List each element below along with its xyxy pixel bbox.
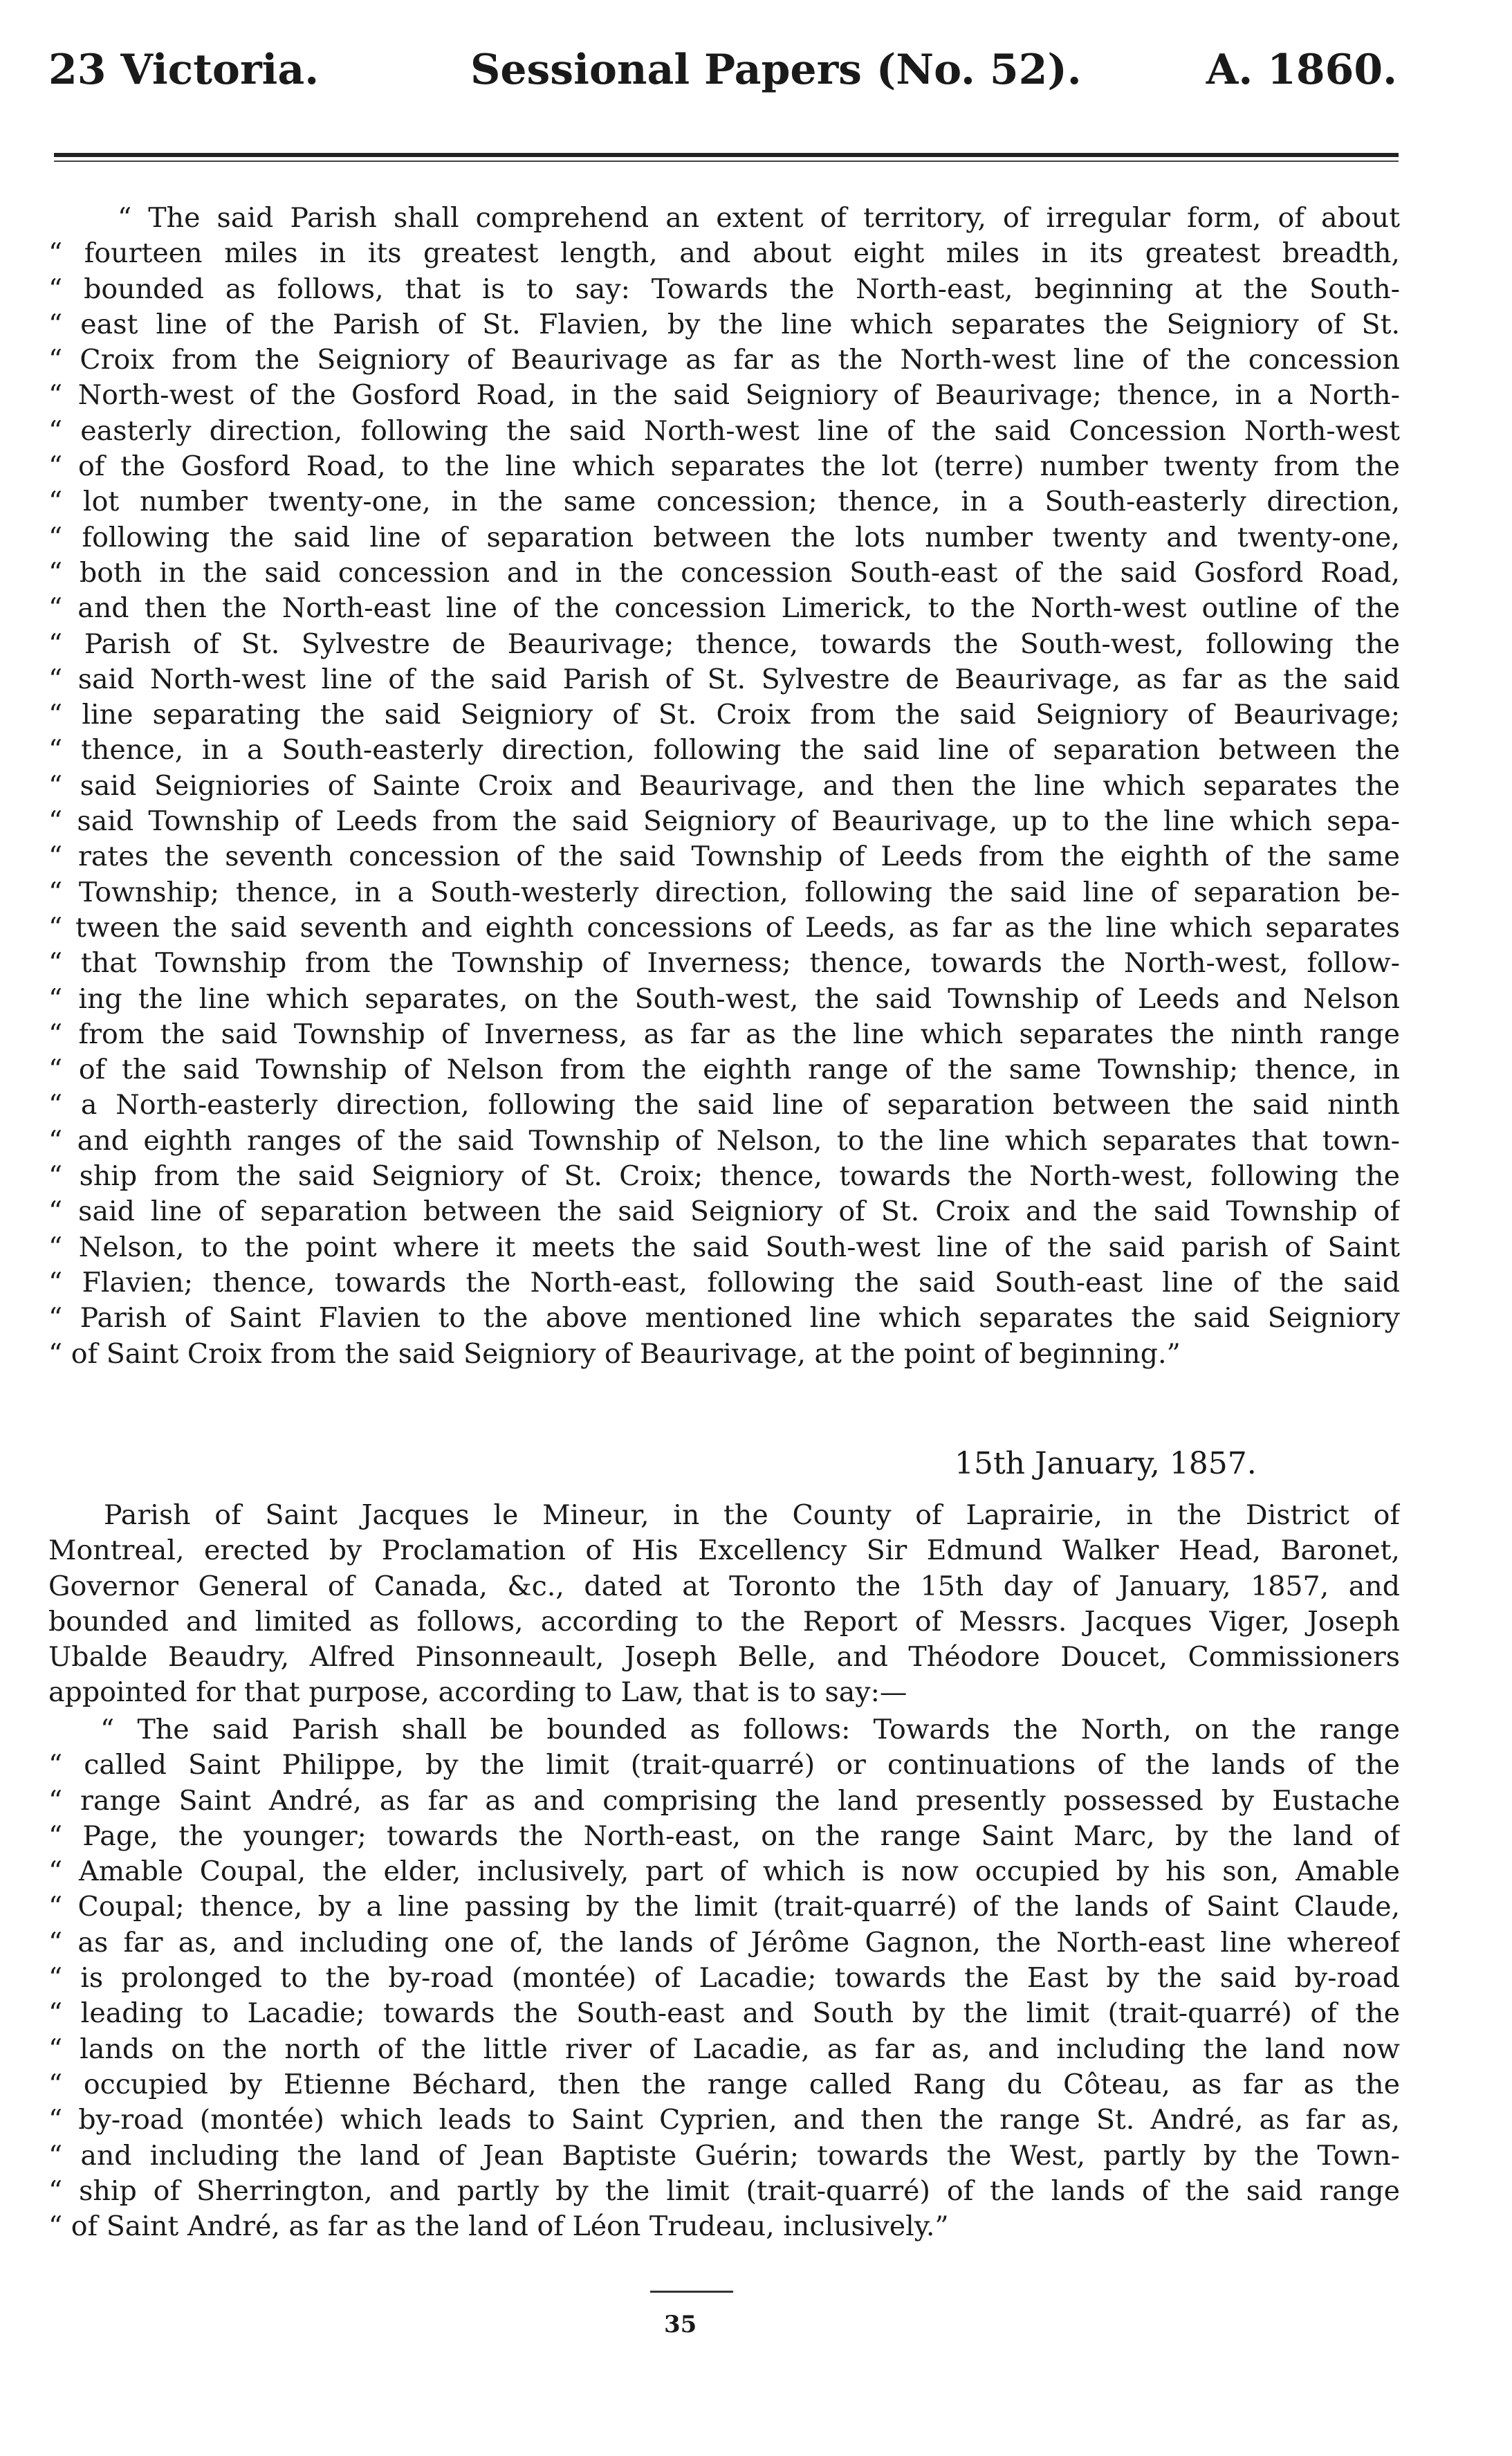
- text-line: “ of Saint André, as far as the land of Léon Trudeau, inclusively.”: [48, 2210, 949, 2243]
- text-line: “ Flavien; thence, towards the North-east, following the said South-east line of the said: [48, 1266, 1400, 1299]
- text-line: “ easterly direction, following the said North-west line of the said Concession North-west: [48, 414, 1400, 447]
- proclamation-date: 15th January, 1857.: [955, 1446, 1257, 1481]
- text-line: “ fourteen miles in its greatest length, and about eight miles in its greatest breadth,: [48, 237, 1400, 270]
- text-line: “ said Seigniories of Sainte Croix and Beaurivage, and then the line which separates the: [48, 769, 1400, 802]
- text-line: “ a North-easterly direction, following the said line of separation between the said ninth: [48, 1089, 1400, 1121]
- text-line: “ leading to Lacadie; towards the South-east and South by the limit (trait-quarré) of the: [48, 1997, 1400, 2030]
- text-line: “ Croix from the Seigniory of Beaurivage as far as the North-west line of the concession: [48, 344, 1400, 376]
- document-title: Sessional Papers (No. 52).: [470, 46, 1082, 94]
- text-line: Ubalde Beaudry, Alfred Pinsonneault, Joseph Belle, and Théodore Doucet, Commissioners: [48, 1641, 1400, 1674]
- text-line: “ line separating the said Seigniory of St. Croix from the said Seigniory of Beaurivage;: [48, 699, 1400, 731]
- text-line: “ and then the North-east line of the concession Limerick, to the North-west outline of the: [48, 592, 1400, 625]
- text-line: “ lands on the north of the little river of Lacadie, as far as, and including the land now: [48, 2033, 1400, 2065]
- text-line: “ thence, in a South-easterly direction, following the said line of separation between the: [48, 734, 1400, 767]
- text-line: “ said Township of Leeds from the said Seigniory of Beaurivage, up to the line which sepa-: [48, 805, 1400, 838]
- text-line: “ and including the land of Jean Baptiste Guérin; towards the West, partly by the Town-: [48, 2139, 1400, 2172]
- text-line: “ said North-west line of the said Parish of St. Sylvestre de Beaurivage, as far as the said: [48, 663, 1400, 695]
- text-line: “ from the said Township of Inverness, as far as the line which separates the ninth range: [48, 1018, 1400, 1050]
- text-line: “ tween the said seventh and eighth concessions of Leeds, as far as the line which separates: [48, 911, 1400, 944]
- boundary-paragraph-jacques: [48, 1712, 1400, 2244]
- text-line: “ by-road (montée) which leads to Saint Cyprien, and then the range St. André, as far as,: [48, 2104, 1400, 2136]
- text-line: “ called Saint Philippe, by the limit (trait-quarré) or continuations of the lands of the: [48, 1749, 1400, 1781]
- text-line: appointed for that purpose, according to Law, that is to say:—: [48, 1676, 907, 1709]
- boundary-paragraph-flavien: [48, 201, 1400, 1372]
- text-line: “ said line of separation between the said Seigniory of St. Croix and the said Township of: [48, 1195, 1400, 1228]
- text-line: “ is prolonged to the by-road (montée) of Lacadie; towards the East by the said by-road: [48, 1962, 1400, 1995]
- text-line: “ ship from the said Seigniory of St. Croix; thence, towards the North-west, following the: [48, 1160, 1400, 1193]
- text-line: “ east line of the Parish of St. Flavien, by the line which separates the Seigniory of St.: [48, 308, 1400, 340]
- header-rule-thick: [54, 153, 1399, 157]
- text-line: “ rates the seventh concession of the said Township of Leeds from the eighth of the same: [48, 841, 1400, 873]
- text-line: “ North-west of the Gosford Road, in the said Seigniory of Beaurivage; thence, in a North-: [48, 379, 1400, 412]
- text-line: Montreal, erected by Proclamation of His Excellency Sir Edmund Walker Head, Baronet,: [48, 1534, 1400, 1567]
- text-line: “ ship of Sherrington, and partly by the limit (trait-quarré) of the lands of the said range: [48, 2174, 1400, 2207]
- text-line: “ Parish of St. Sylvestre de Beaurivage; thence, towards the South-west, following the: [48, 627, 1400, 660]
- text-line: Parish of Saint Jacques le Mineur, in the County of Laprairie, in the District of: [104, 1499, 1400, 1531]
- text-line: “ that Township from the Township of Inverness; thence, towards the North-west, follow-: [48, 947, 1400, 980]
- text-line: “ and eighth ranges of the said Township of Nelson, to the line which separates that town-: [48, 1124, 1400, 1157]
- footer-rule: [650, 2291, 733, 2293]
- text-line: “ of the said Township of Nelson from the eighth range of the same Township; thence, in: [48, 1054, 1400, 1086]
- year-label: A. 1860.: [1206, 46, 1397, 94]
- text-line: “ ing the line which separates, on the South-west, the said Township of Leeds and Nelson: [48, 982, 1400, 1015]
- text-line: “ Amable Coupal, the elder, inclusively, part of which is now occupied by his son, Amable: [48, 1855, 1400, 1888]
- text-line: “ following the said line of separation between the lots number twenty and twenty-one,: [48, 521, 1400, 553]
- parish-intro-paragraph: [48, 1498, 1400, 1711]
- text-line: “ both in the said concession and in the concession South-east of the said Gosford Road,: [48, 556, 1400, 589]
- text-line: Governor General of Canada, &c., dated at Toronto the 15th day of January, 1857, and: [48, 1570, 1400, 1602]
- text-line: “ The said Parish shall comprehend an extent of territory, of irregular form, of about: [118, 202, 1400, 234]
- text-line: “ lot number twenty-one, in the same concession; thence, in a South-easterly direction,: [48, 486, 1400, 518]
- session-label: 23 Victoria.: [48, 46, 320, 94]
- text-line: “ Coupal; thence, by a line passing by the limit (trait-quarré) of the lands of Saint Claude,: [48, 1891, 1400, 1923]
- text-line: “ Page, the younger; towards the North-east, on the range Saint Marc, by the land of: [48, 1820, 1400, 1852]
- text-line: “ of Saint Croix from the said Seigniory of Beaurivage, at the point of beginning.”: [48, 1337, 1181, 1370]
- text-line: “ Township; thence, in a South-westerly direction, following the said line of separation be-: [48, 876, 1400, 908]
- page-number: 35: [664, 2311, 697, 2338]
- text-line: “ Parish of Saint Flavien to the above mentioned line which separates the said Seigniory: [48, 1302, 1400, 1335]
- text-line: “ occupied by Etienne Béchard, then the range called Rang du Côteau, as far as the: [48, 2068, 1400, 2100]
- text-line: bounded and limited as follows, according to the Report of Messrs. Jacques Viger, Joseph: [48, 1605, 1400, 1638]
- text-line: “ of the Gosford Road, to the line which separates the lot (terre) number twenty from the: [48, 450, 1400, 483]
- text-line: “ as far as, and including one of, the lands of Jérôme Gagnon, the North-east line whereof: [48, 1926, 1400, 1959]
- header-rule-thin: [54, 161, 1399, 162]
- text-line: “ The said Parish shall be bounded as follows: Towards the North, on the range: [100, 1714, 1400, 1745]
- text-line: “ range Saint André, as far as and comprising the land presently possessed by Eustache: [48, 1784, 1400, 1817]
- text-line: “ bounded as follows, that is to say: Towards the North-east, beginning at the South-: [48, 273, 1400, 305]
- text-line: “ Nelson, to the point where it meets the said South-west line of the said parish of Saint: [48, 1231, 1400, 1263]
- page-header: [48, 46, 1397, 115]
